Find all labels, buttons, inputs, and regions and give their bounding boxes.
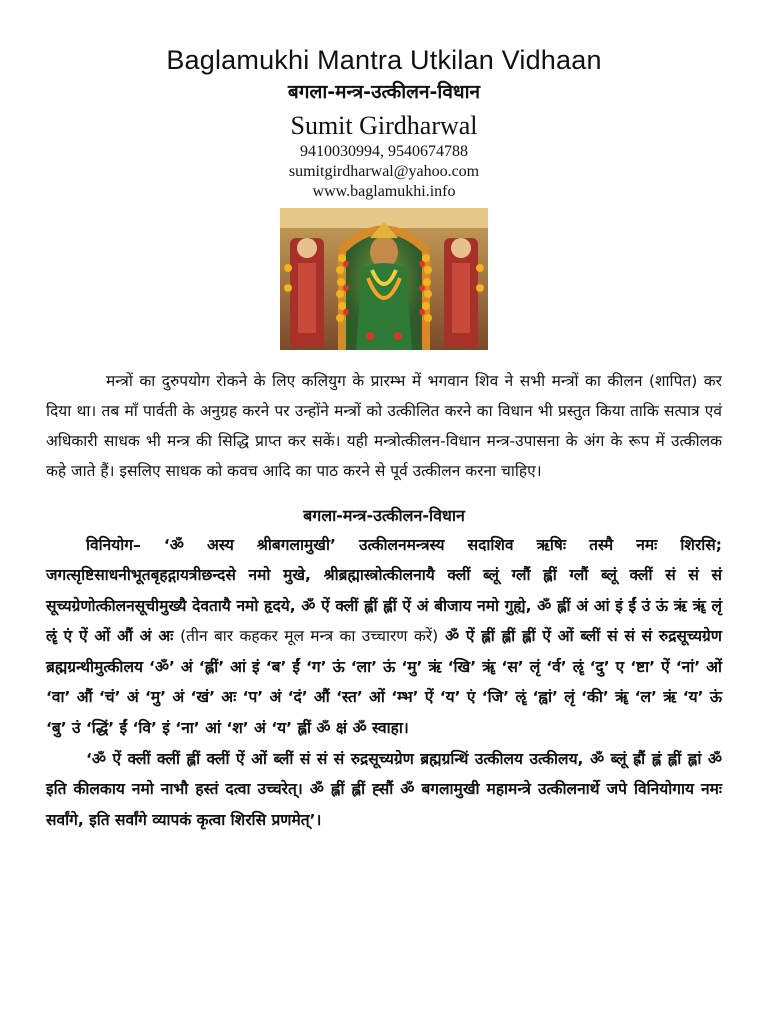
author-name: Sumit Girdharwal (290, 111, 478, 140)
viniyog-instruction: (तीन बार कहकर मूल मन्त्र का उच्चारण करें) (180, 627, 439, 646)
intro-paragraph: मन्त्रों का दुरुपयोग रोकने के लिए कलियुग के प्रारम्भ में भगवान शिव ने सभी मन्त्रों का कीलन (शापित) कर दिया था। तब माँ पार्वती के अनुग्रह करने पर उन्होंने मन्त्रों को उत्कीलित करने का विधान भी प्रस्तुत किया ताकि सत्पात्र एवं अधिकारी साधक भी मन्त्र की सिद्धि प्राप्त कर सकें। यही मन्त्रोत्कीलन-विधान मन्त्र-उपासना के अंग के रूप में उत्कीलक कहे जाते हैं। इसलिए साधक को कवच आदि का पाठ करने से पूर्व उत्कीलन करना चाहिए। (46, 372, 722, 480)
shrine-illustration (280, 208, 488, 350)
goddess-photo (280, 208, 488, 350)
viniyog-paragraph (46, 530, 722, 744)
phone-numbers: 9410030994, 9540674788 (300, 143, 468, 160)
section-heading: बगला-मन्त्र-उत्कीलन-विधान (303, 505, 465, 525)
title-english: Baglamukhi Mantra Utkilan Vidhaan (166, 45, 602, 75)
viniyog-part-2: ॐ ऐं ह्लीं ह्लीं ह्लीं ऐं ओं ब्लीं सं सं सं रुद्रसूच्यग्रेण ब्रह्मग्रन्थीमुत्कीलय ‘ॐ’ अं ‘ह्लीं’ आं इं ‘ब’ ईं ‘ग’ ऊं ‘ला’ ऊं ‘मु’ ऋं ‘खि’ ॠं ‘स’ लृं ‘र्व’ ॡं ‘दु’ ए ‘ष्टा’ ऐं ‘नां’ ओं ‘वा’ औं ‘चं’ अं ‘मु’ अं ‘खं’ अः ‘प’ अं ‘दं’ औं ‘स्त’ ओं ‘म्भ’ ऐं ‘य’ एं ‘जि’ ॡं ‘ह्वां’ लृं ‘की’ ॠं ‘ल’ ऋं ‘य’ ऊं ‘बु’ उं ‘द्धिं’ ईं ‘वि’ इं ‘ना’ आं ‘श’ अं ‘य’ ह्लीं ॐ क्षं ॐ स्वाहा। (46, 627, 722, 738)
email-address: sumitgirdharwal@yahoo.com (288, 163, 480, 180)
closing-paragraph: ‘ॐ ऐं क्लीं क्लीं ह्लीं क्लीं ऐं ओं ब्लीं सं सं सं रुद्रसूच्यग्रेण ब्रह्मग्रन्थिं उत्कीलय उत्कीलय, ॐ ब्लूं ह्रौं ह्लं ह्लीं ह्लां ॐ इति कीलकाय नमो नाभौ हस्तं दत्वा उच्चरेत्। ॐ ह्लीं ह्लीं ह्सौं ॐ बगलामुखी महामन्त्रे उत्कीलनार्थे जपे विनियोगाय नमः सर्वांगे, इति सर्वांगे व्यापकं कृत्वा शिरसि प्रणमेत्’। (46, 749, 722, 829)
title-hindi: बगला-मन्त्र-उत्कीलन-विधान (287, 81, 481, 103)
viniyog-part-1: विनियोग– ‘ॐ अस्य श्रीबगलामुखी’ उत्कीलनमन्त्रस्य सदाशिव ऋषिः तस्मै नमः शिरसि; जगत्सृष्टिसाधनीभूतबृहद्गायत्रीछन्दसे नमो मुखे, श्रीब्रह्मास्त्रोत्कीलनायै क्लीं ब्लूं ग्लौं ह्लीं ग्लौं ब्लूं क्लीं सं सं सं सूच्यग्रेणोत्कीलनसूचीमुख्यै देवतायै नमो हृदये, ॐ ऐं क्लीं ह्लीं ह्लीं ऐं अं बीजाय नमो गुह्ये, ॐ ह्लीं अं आं इं ईं उं ऊं ऋं ॠं लृं ॡं एं ऐं ओं औं अं अः (46, 535, 722, 646)
website-url: www.baglamukhi.info (312, 183, 456, 200)
